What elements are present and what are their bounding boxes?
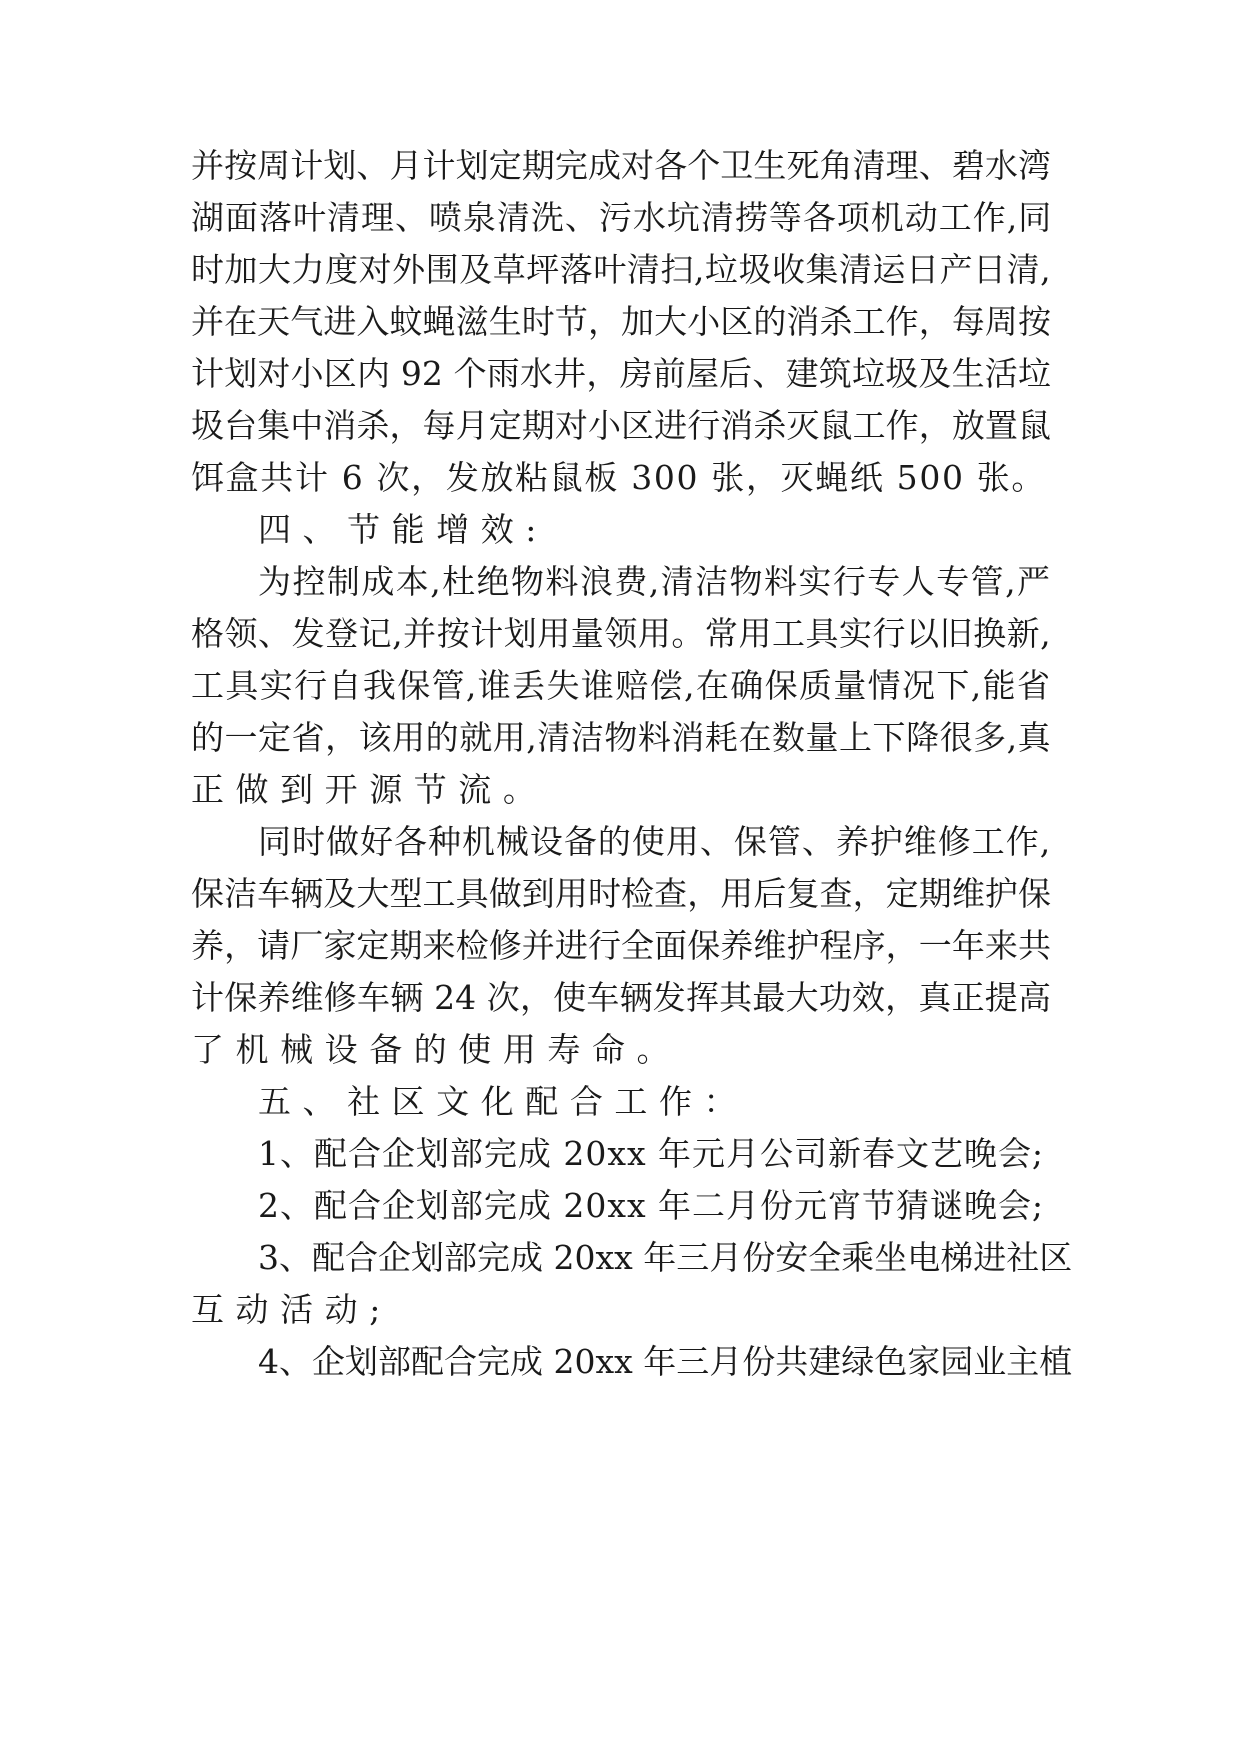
list-item-continuation: 互动活动; — [191, 1290, 392, 1329]
text-line: 时加大力度对外围及草坪落叶清扫,垃圾收集清运日产日清, — [191, 250, 1051, 289]
list-item: 2、配合企划部完成 20xx 年二月份元宵节猜谜晚会; — [258, 1186, 1045, 1225]
text-line: 保洁车辆及大型工具做到用时检查，用后复查，定期维护保 — [191, 874, 1051, 913]
text-line: 湖面落叶清理、喷泉清洗、污水坑清捞等各项机动工作,同 — [191, 198, 1053, 237]
text-line: 的一定省，该用的就用,清洁物料消耗在数量上下降很多,真 — [191, 718, 1051, 757]
text-line: 了机械设备的使用寿命。 — [191, 1030, 682, 1069]
section-heading: 四、节能增效: — [258, 510, 548, 549]
text-line: 圾台集中消杀，每月定期对小区进行消杀灭鼠工作，放置鼠 — [191, 406, 1051, 445]
text-line: 饵盒共计 6 次，发放粘鼠板 300 张，灭蝇纸 500 张。 — [191, 458, 1047, 497]
list-item: 4、企划部配合完成 20xx 年三月份共建绿色家园业主植 — [258, 1342, 1073, 1381]
text-line: 并在天气进入蚊蝇滋生时节，加大小区的消杀工作，每周按 — [191, 302, 1051, 341]
text-line: 并按周计划、月计划定期完成对各个卫生死角清理、碧水湾 — [191, 146, 1051, 185]
text-line: 工具实行自我保管,谁丢失谁赔偿,在确保质量情况下,能省 — [191, 666, 1051, 705]
text-line: 计划对小区内 92 个雨水井，房前屋后、建筑垃圾及生活垃 — [191, 354, 1051, 393]
paragraph-first-line: 为控制成本,杜绝物料浪费,清洁物料实行专人专管,严 — [258, 562, 1051, 601]
list-item: 1、配合企划部完成 20xx 年元月公司新春文艺晚会; — [258, 1134, 1045, 1173]
text-line: 正做到开源节流。 — [191, 770, 548, 809]
text-line: 计保养维修车辆 24 次，使车辆发挥其最大功效，真正提高 — [191, 978, 1051, 1017]
paragraph-first-line: 同时做好各种机械设备的使用、保管、养护维修工作, — [258, 822, 1052, 861]
section-heading: 五、社区文化配合工作： — [258, 1082, 749, 1121]
text-line: 格领、发登记,并按计划用量领用。常用工具实行以旧换新, — [191, 614, 1051, 653]
text-line: 养，请厂家定期来检修并进行全面保养维护程序，一年来共 — [191, 926, 1051, 965]
list-item: 3、配合企划部完成 20xx 年三月份安全乘坐电梯进社区 — [258, 1238, 1073, 1277]
